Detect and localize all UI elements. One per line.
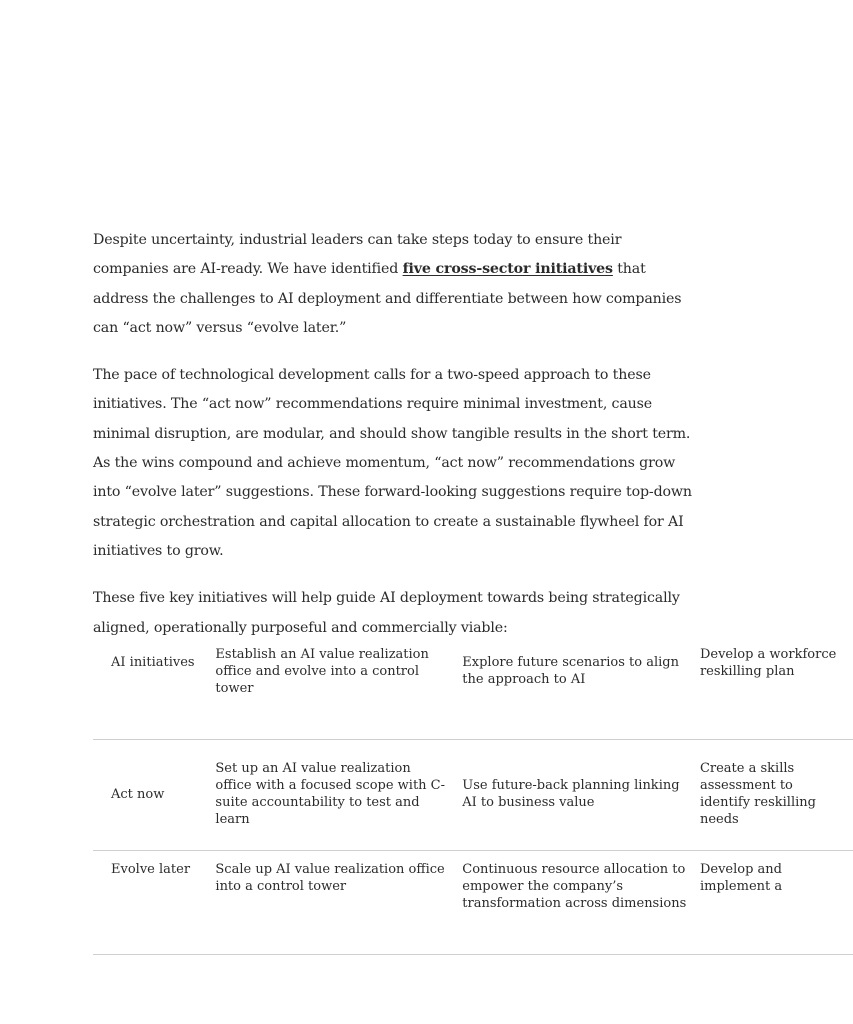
paragraph-key-initiatives: These five key initiatives will help guide AI deployment towards being strategically aligned, operationally purposeful and commercially viable: (93, 590, 680, 636)
table-cell: Create a skills assessment to identify reskilling needs (699, 761, 816, 827)
table-cell: Continuous resource allocation to empower the company’s transformation across dimensions (462, 862, 687, 911)
paragraph-intro-text-end: that address the challenges to AI deployment and differentiate between how companies can “act now” versus “evolve later.” (93, 261, 682, 336)
initiatives-table (93, 645, 853, 955)
table-cell: Use future-back planning linking AI to business value (462, 778, 680, 810)
table-cell: Develop and implement a (699, 862, 783, 894)
initiatives-table-container (93, 645, 837, 955)
table-cell: Establish an AI value realization office and evolve into a control tower (215, 647, 429, 696)
table-row (93, 740, 853, 851)
table-row (93, 645, 853, 740)
row-label: AI initiatives (111, 655, 195, 670)
row-label: Act now (111, 786, 165, 802)
table-cell: Scale up AI value realization office into a control tower (215, 862, 445, 894)
paragraph-intro-text-start: Despite uncertainty, industrial leaders can take steps today to ensure their companies are AI-ready. We have identified (93, 232, 622, 278)
paragraph-two-speed: The pace of technological development calls for a two-speed approach to these initiatives. The “act now” recommendations require minimal investment, cause minimal disruption, are modular, and should show tangible results in the short term. As the wins compound and achieve momentum, “act now” recommendations grow into “evolve later” suggestions. These forward-looking suggestions require top-down strategic orchestration and capital allocation to create a sustainable flywheel for AI initiatives to grow. (93, 367, 692, 559)
paragraph-intro (93, 226, 693, 343)
table-cell: Develop a workforce reskilling plan (699, 647, 837, 679)
article-body (93, 226, 693, 661)
table-cell: Set up an AI value realization office with a focused scope with C-suite accountability to test and learn (215, 761, 446, 827)
five-initiatives-link[interactable]: five cross-sector initiatives (402, 261, 613, 278)
table-row (93, 851, 853, 955)
row-label: Evolve later (111, 862, 191, 877)
table-cell: Explore future scenarios to align the approach to AI (462, 655, 679, 687)
